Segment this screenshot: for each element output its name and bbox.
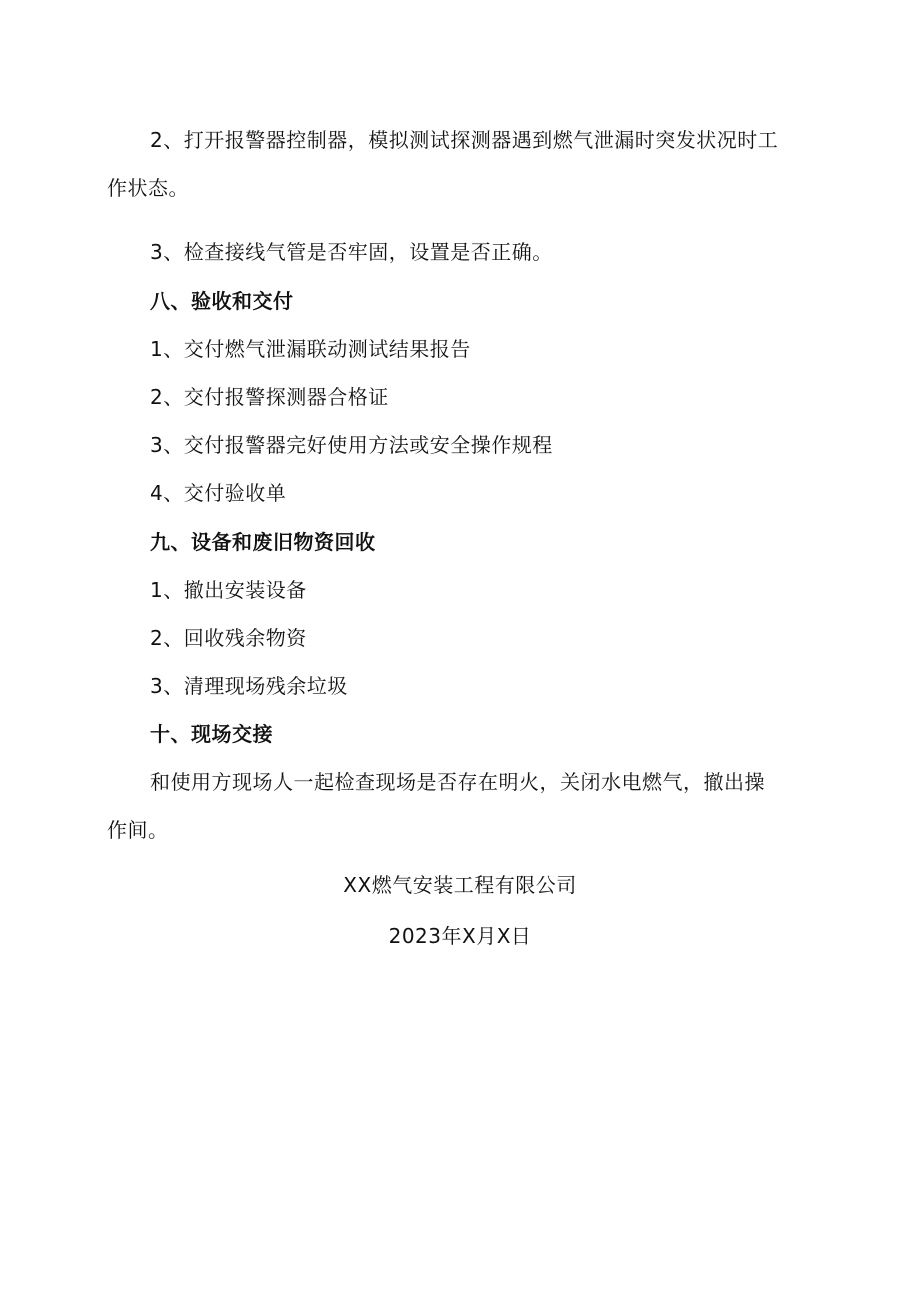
section7-item2-line2: 作状态。 [107, 176, 189, 200]
section10-para-line2: 作间。 [107, 818, 169, 842]
section7-item2-line1: 2、打开报警器控制器，模拟测试探测器遇到燃气泄漏时突发状况时工 [150, 128, 779, 152]
section9-heading: 九、设备和废旧物资回收 [150, 530, 376, 554]
signature-company: XX燃气安装工程有限公司 [343, 873, 577, 897]
section8-item-3: 3、交付报警器完好使用方法或安全操作规程 [150, 433, 553, 457]
section10-para-line1: 和使用方现场人一起检查现场是否存在明火，关闭水电燃气，撤出操 [150, 770, 765, 794]
section8-item-2: 2、交付报警探测器合格证 [150, 385, 389, 409]
section8-item-1: 1、交付燃气泄漏联动测试结果报告 [150, 337, 471, 361]
section9-item-2: 2、回收残余物资 [150, 626, 307, 650]
signature-date: 2023年X月X日 [388, 924, 532, 948]
section8-item-4: 4、交付验收单 [150, 481, 287, 505]
section10-heading: 十、现场交接 [150, 722, 273, 746]
section9-item-1: 1、撤出安装设备 [150, 578, 307, 602]
section8-heading: 八、验收和交付 [150, 289, 294, 313]
section7-item3: 3、检查接线气管是否牢固，设置是否正确。 [150, 240, 553, 264]
section9-item-3: 3、清理现场残余垃圾 [150, 674, 348, 698]
